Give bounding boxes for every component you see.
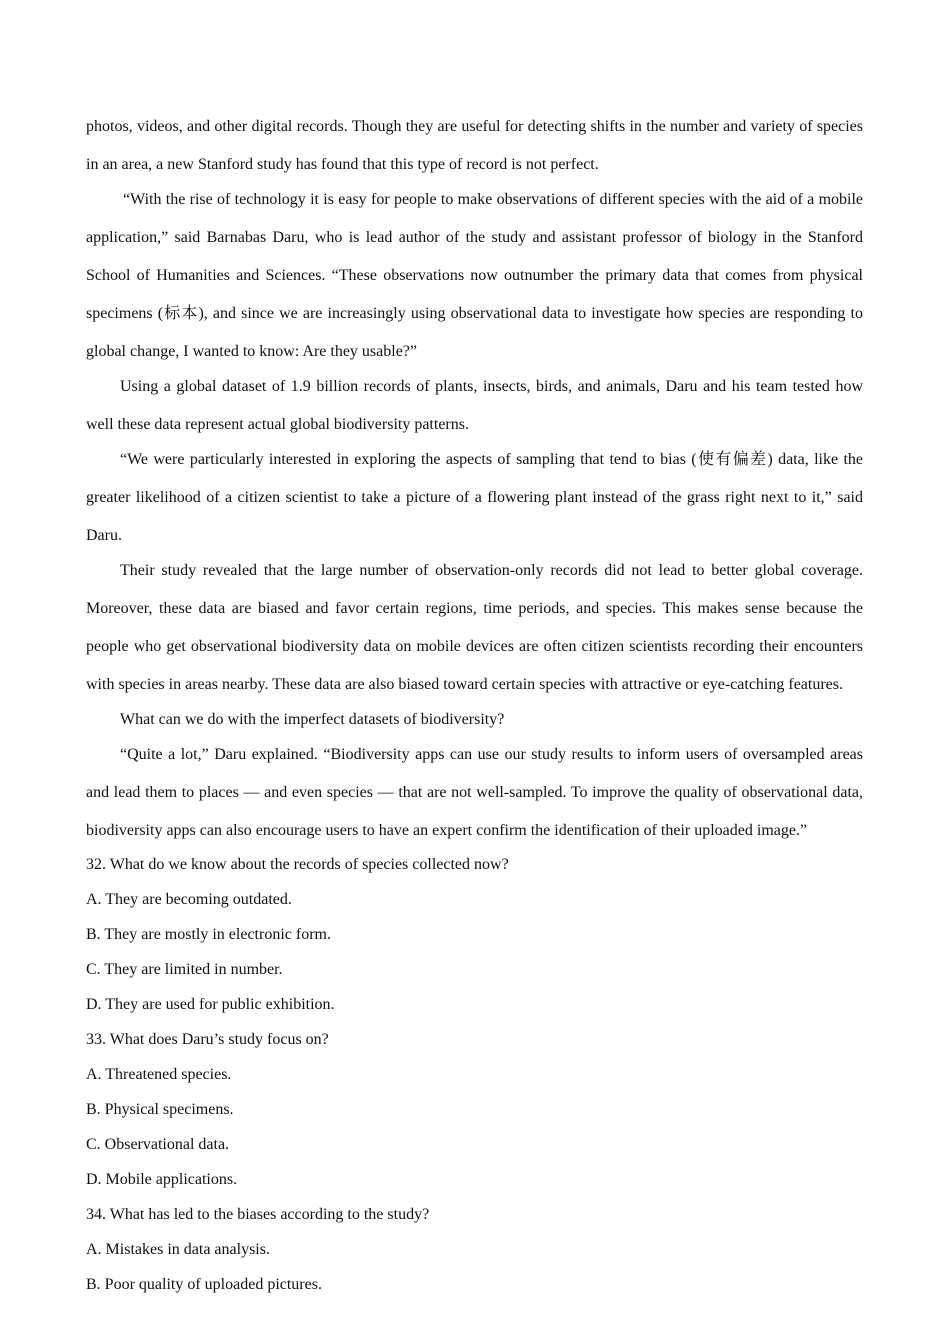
passage — [86, 108, 863, 850]
option-a: A. Threatened species. — [86, 1066, 232, 1083]
paragraph-1: photos, videos, and other digital records. Though they are useful for detecting shifts in the number and variety of species in an area, a new Stanford study has found that this type of record is not perfect. — [86, 118, 863, 173]
options-34 — [86, 1232, 863, 1302]
paragraph-6: What can we do with the imperfect datasets of biodiversity? — [120, 711, 505, 728]
question-33 — [86, 1022, 863, 1197]
options-33 — [86, 1057, 863, 1197]
paragraph-2: “With the rise of technology it is easy for people to make observations of different species with the aid of a mobile application,” said Barnabas Daru, who is lead author of the study and assistant professor of biology in the Stanford School of Humanities and Sciences. “These observations now outnumber the primary data that comes from physical specimens (标本), and since we are increasingly using observational data to investigate how species are responding to global change, I wanted to know: Are they usable?” — [86, 191, 863, 360]
option-a: A. Mistakes in data analysis. — [86, 1241, 270, 1258]
option-d: D. Mobile applications. — [86, 1171, 238, 1188]
paragraph-5: Their study revealed that the large number of observation-only records did not lead to better global coverage. Moreover, these data are biased and favor certain regions, time periods, and species. This makes sense because the people who get observational biodiversity data on mobile devices are often citizen scientists recording their encounters with species in areas nearby. These data are also biased toward certain species with attractive or eye-catching features. — [86, 562, 863, 693]
question-stem: 34. What has led to the biases according to the study? — [86, 1206, 430, 1223]
option-b: B. They are mostly in electronic form. — [86, 926, 331, 943]
option-c: C. Observational data. — [86, 1136, 230, 1153]
paragraph-7: “Quite a lot,” Daru explained. “Biodiversity apps can use our study results to inform users of oversampled areas and lead them to places — and even species — that are not well-sampled. To improve the quality of observational data, biodiversity apps can also encourage users to have an expert confirm the identification of their uploaded image.” — [86, 746, 863, 839]
question-34 — [86, 1197, 863, 1302]
paragraph-3: Using a global dataset of 1.9 billion records of plants, insects, birds, and animals, Daru and his team tested how well these data represent actual global biodiversity patterns. — [86, 378, 863, 433]
option-b: B. Poor quality of uploaded pictures. — [86, 1276, 322, 1293]
paragraph-4: “We were particularly interested in exploring the aspects of sampling that tend to bias (使有偏差) data, like the greater likelihood of a citizen scientist to take a picture of a flowering plant instead of the grass right next to it,” said Daru. — [86, 451, 863, 544]
question-stem: 32. What do we know about the records of species collected now? — [86, 856, 509, 873]
question-stem: 33. What does Daru’s study focus on? — [86, 1031, 329, 1048]
options-32 — [86, 882, 863, 1022]
document-page — [86, 108, 863, 1302]
option-a: A. They are becoming outdated. — [86, 891, 292, 908]
question-32 — [86, 847, 863, 1022]
option-c: C. They are limited in number. — [86, 961, 283, 978]
option-d: D. They are used for public exhibition. — [86, 996, 335, 1013]
option-b: B. Physical specimens. — [86, 1101, 234, 1118]
